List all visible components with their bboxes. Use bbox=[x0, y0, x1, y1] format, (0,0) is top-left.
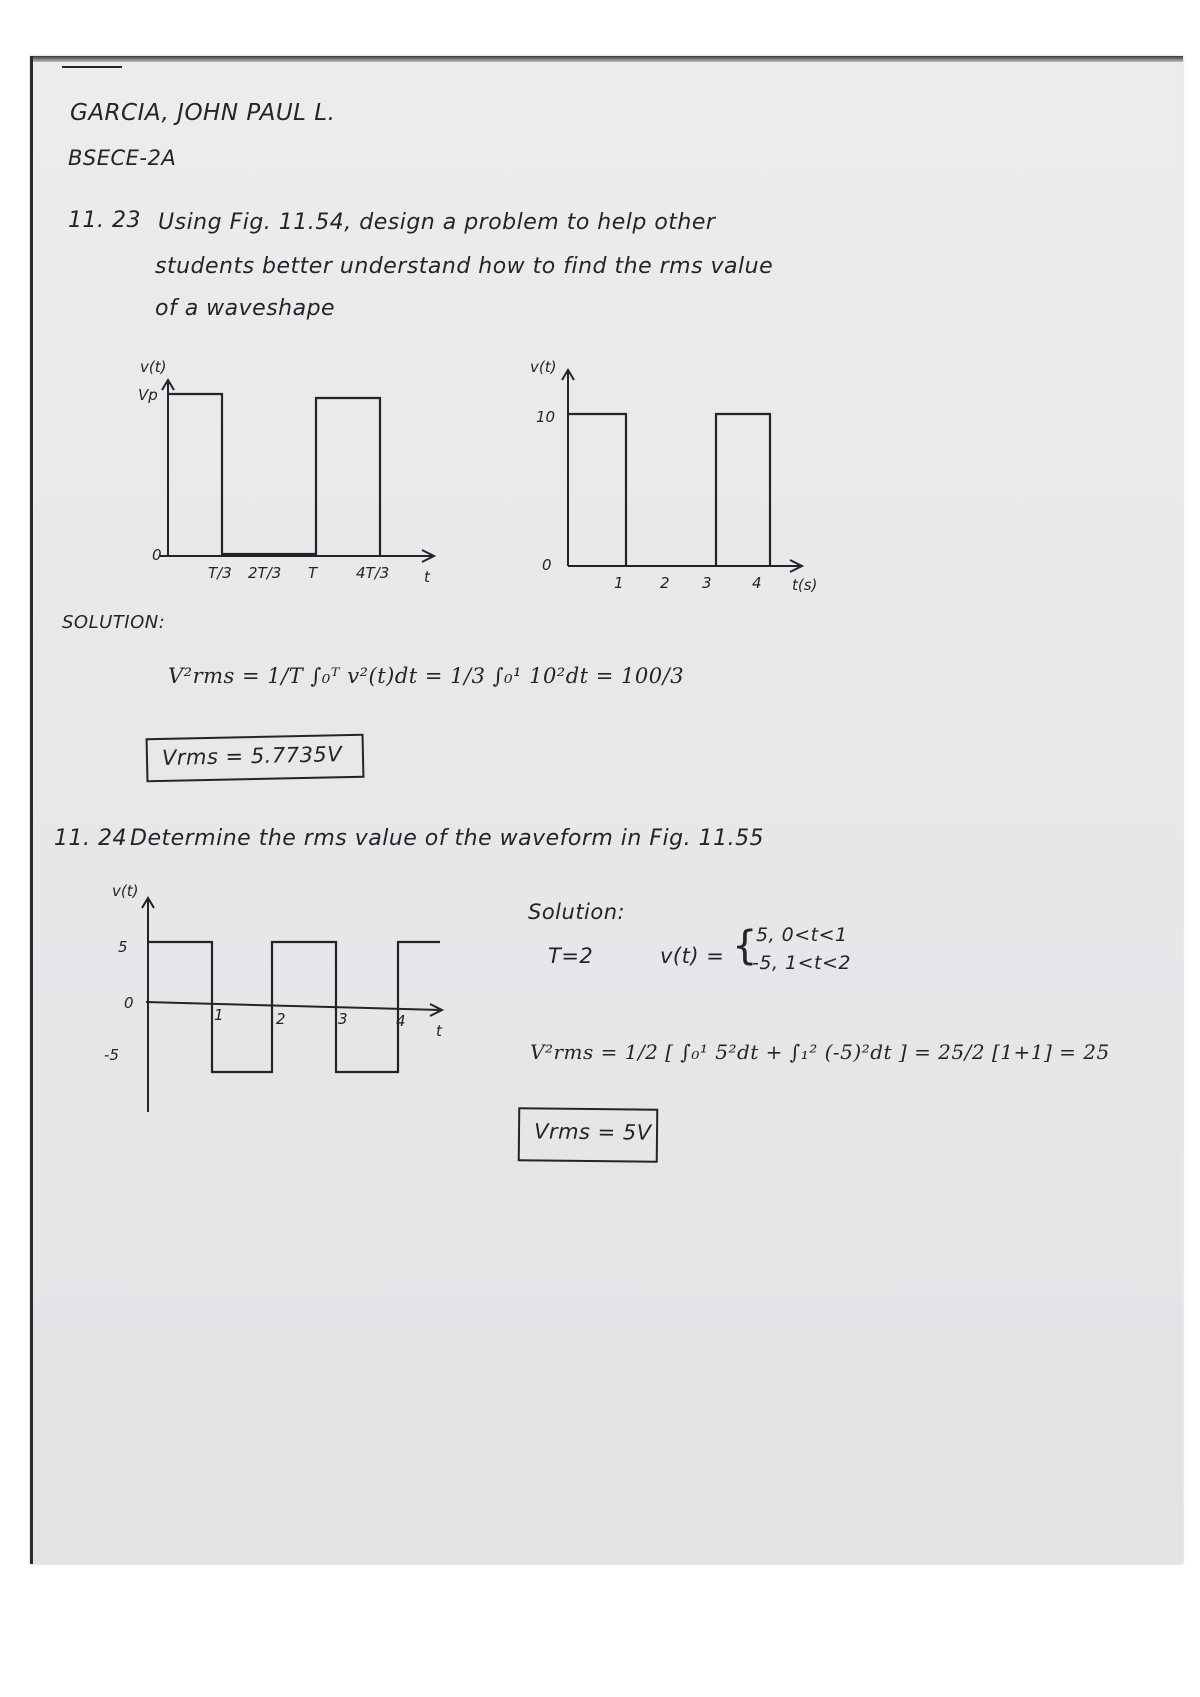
graph-2-ytick: 10 bbox=[536, 408, 556, 426]
graph-3-ytick-5: 5 bbox=[118, 938, 128, 956]
graph-1-xlabel: t bbox=[424, 568, 430, 586]
problem-23-number: 11. 23 bbox=[68, 208, 141, 233]
graph-3-x-axis bbox=[146, 1002, 440, 1010]
problem-24-equation: V²rms = 1/2 [ ∫₀¹ 5²dt + ∫₁² (-5)²dt ] = 25/2 [1+1] = 25 bbox=[530, 1040, 1110, 1064]
graph-3-ylabel: v(t) bbox=[112, 882, 139, 900]
problem-23-line-2: students better understand how to find the rms value bbox=[155, 254, 774, 279]
problem-23-solution-label: SOLUTION: bbox=[62, 612, 166, 633]
problem-24-piecewise-lhs: v(t) = bbox=[660, 944, 725, 968]
graph-1-ytick: Vp bbox=[138, 386, 158, 404]
graph-2-pulse-1 bbox=[568, 414, 626, 566]
graph-2-xtick-1: 1 bbox=[614, 574, 624, 592]
problem-23-line-1: Using Fig. 11.54, design a problem to help other bbox=[158, 210, 716, 235]
problem-24-statement: Determine the rms value of the waveform in Fig. 11.55 bbox=[130, 826, 765, 851]
problem-24-answer: Vrms = 5V bbox=[533, 1119, 652, 1145]
graph-2-xtick-2: 2 bbox=[660, 574, 670, 592]
graph-1-origin: 0 bbox=[152, 546, 162, 564]
problem-24-number: 11. 24 bbox=[54, 826, 127, 851]
graph-1-ylabel: v(t) bbox=[140, 358, 167, 376]
graph-3-ytick-neg5: -5 bbox=[104, 1046, 119, 1064]
graph-2-pulse-train bbox=[530, 358, 817, 594]
graph-2-origin: 0 bbox=[542, 556, 552, 574]
piecewise-case-1: 5, 0<t<1 bbox=[756, 924, 848, 946]
problem-23-answer: Vrms = 5.7735V bbox=[161, 742, 343, 770]
graph-2-xtick-3: 3 bbox=[702, 574, 712, 592]
piecewise-case-2: -5, 1<t<2 bbox=[752, 952, 851, 974]
problem-24-solution-label: Solution: bbox=[528, 900, 626, 924]
graph-3-xtick-1: 1 bbox=[214, 1006, 224, 1024]
piecewise-brace: { bbox=[732, 923, 758, 969]
graph-3-xlabel: t bbox=[436, 1022, 442, 1040]
graph-3-xtick-3: 3 bbox=[338, 1010, 348, 1028]
problem-23-line-3: of a waveshape bbox=[155, 296, 336, 321]
graph-1-waveform bbox=[168, 394, 380, 556]
graph-1-xtick-2: 2T/3 bbox=[248, 564, 282, 582]
graph-3-xtick-4: 4 bbox=[396, 1012, 406, 1030]
problem-23-equation: V²rms = 1/T ∫₀ᵀ v²(t)dt = 1/3 ∫₀¹ 10²dt = 100/3 bbox=[168, 664, 685, 688]
graph-1-xtick-3: T bbox=[308, 564, 318, 582]
student-section: BSECE-2A bbox=[68, 146, 177, 170]
problem-23-answer-box bbox=[146, 734, 365, 783]
graph-3-square-wave bbox=[104, 882, 443, 1112]
graph-2-xlabel: t(s) bbox=[792, 576, 818, 594]
graph-2-ylabel: v(t) bbox=[530, 358, 557, 376]
graph-1-xtick-1: T/3 bbox=[208, 564, 232, 582]
graph-1-pulse-train bbox=[138, 358, 434, 586]
student-name: GARCIA, JOHN PAUL L. bbox=[70, 100, 336, 126]
graph-3-ytick-0: 0 bbox=[124, 994, 134, 1012]
problem-24-answer-box bbox=[518, 1107, 659, 1162]
graph-1-xtick-4: 4T/3 bbox=[356, 564, 390, 582]
graph-2-xtick-4: 4 bbox=[752, 574, 762, 592]
problem-24-period: T=2 bbox=[548, 944, 594, 968]
graph-2-pulse-2 bbox=[716, 414, 770, 566]
graph-3-xtick-2: 2 bbox=[276, 1010, 286, 1028]
